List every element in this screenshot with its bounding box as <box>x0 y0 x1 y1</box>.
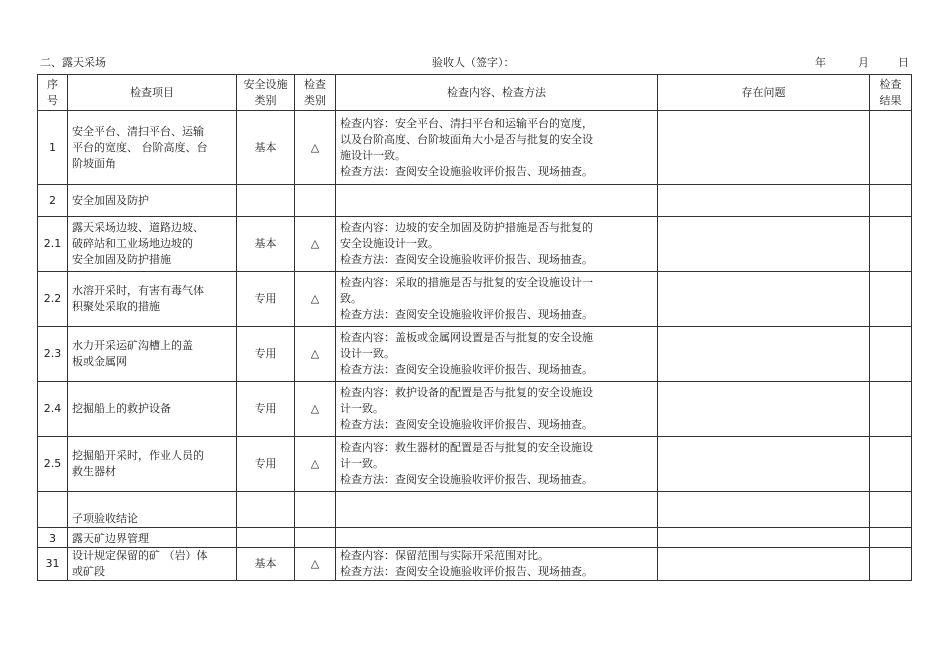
row-check-type: △ <box>295 217 336 272</box>
col-header-content: 检查内容、检查方法 <box>336 75 658 111</box>
row-content: 检查内容：盖板或金属网设置是否与批复的安全设施 设计一致。 <box>340 331 593 360</box>
row-check-type: △ <box>295 382 336 437</box>
row-category: 专用 <box>237 327 295 382</box>
row-item: 挖掘船开采时，作业人员的 救生器材 <box>68 437 237 492</box>
row-issues[interactable] <box>658 492 870 528</box>
row-content-cell <box>336 548 658 581</box>
row-no: 31 <box>38 548 68 581</box>
row-content: 检查内容：采取的措施是否与批复的安全设施设计一 致。 <box>340 276 593 305</box>
col-header-issues: 存在问题 <box>658 75 870 111</box>
row-category: 基本 <box>237 111 295 185</box>
row-issues[interactable] <box>658 185 870 217</box>
row-item: 挖掘船上的救护设备 <box>68 382 237 437</box>
row-category <box>237 528 295 548</box>
row-result[interactable] <box>870 272 912 327</box>
row-content-cell <box>336 492 658 528</box>
row-method: 检查方法：查阅安全设施验收评价报告、现场抽查。 <box>340 565 593 578</box>
row-no: 2.1 <box>38 217 68 272</box>
row-category: 基本 <box>237 548 295 581</box>
row-item: 安全平台、清扫平台、运输 平台的宽度、 台阶高度、台 阶坡面角 <box>68 111 237 185</box>
row-item: 水力开采运矿沟槽上的盖 板或金属网 <box>68 327 237 382</box>
row-content-cell <box>336 437 658 492</box>
row-result[interactable] <box>870 437 912 492</box>
row-method: 检查方法：查阅安全设施验收评价报告、现场抽查。 <box>340 473 593 486</box>
row-issues[interactable] <box>658 437 870 492</box>
row-method: 检查方法：查阅安全设施验收评价报告、现场抽查。 <box>340 164 593 178</box>
row-content-cell <box>336 528 658 548</box>
row-issues[interactable] <box>658 217 870 272</box>
row-result[interactable] <box>870 528 912 548</box>
row-item: 水溶开采时，有害有毒气体 积聚处采取的措施 <box>68 272 237 327</box>
acceptor-signature-label: 验收人（签字）： <box>432 56 515 69</box>
table-row <box>38 185 912 217</box>
row-method: 检查方法：查阅安全设施验收评价报告、现场抽查。 <box>340 308 593 321</box>
row-content: 检查内容：保留范围与实际开采范围对比。 <box>340 549 549 562</box>
row-category <box>237 185 295 217</box>
row-item: 露天矿边界管理 <box>68 528 237 548</box>
row-content-cell <box>336 272 658 327</box>
row-no: 2.2 <box>38 272 68 327</box>
table-row <box>38 272 912 327</box>
col-header-check-type: 检查 类别 <box>295 75 336 111</box>
row-check-type: △ <box>295 327 336 382</box>
row-issues[interactable] <box>658 548 870 581</box>
row-no: 2.3 <box>38 327 68 382</box>
row-result[interactable] <box>870 217 912 272</box>
table-row <box>38 528 912 548</box>
row-content: 检查内容：救护设备的配置是否与批复的安全设施设 计一致。 <box>340 386 593 415</box>
table-row <box>38 217 912 272</box>
year-label: 年 <box>815 56 826 69</box>
row-content: 检查内容：安全平台、清扫平台和运输平台的宽度， 以及台阶高度、台阶坡面角大小是否与批复的安全设 施设计一致。 <box>340 116 593 162</box>
row-content: 检查内容：救生器材的配置是否与批复的安全设施设 计一致。 <box>340 441 593 470</box>
row-method: 检查方法：查阅安全设施验收评价报告、现场抽查。 <box>340 418 593 431</box>
row-content-cell <box>336 217 658 272</box>
day-label: 日 <box>898 56 909 69</box>
table-row <box>38 548 912 581</box>
row-item: 设计规定保留的矿 （岩）体 或矿段 <box>68 548 237 581</box>
row-content-cell <box>336 185 658 217</box>
row-result[interactable] <box>870 382 912 437</box>
row-check-type <box>295 492 336 528</box>
col-header-category: 安全设施 类别 <box>237 75 295 111</box>
row-result[interactable] <box>870 492 912 528</box>
row-category <box>237 492 295 528</box>
row-no: 2.4 <box>38 382 68 437</box>
row-check-type <box>295 185 336 217</box>
row-no: 2 <box>38 185 68 217</box>
row-item: 安全加固及防护 <box>68 185 237 217</box>
section-title: 二、露天采场 <box>40 56 106 69</box>
row-content-cell <box>336 327 658 382</box>
row-no: 2.5 <box>38 437 68 492</box>
row-issues[interactable] <box>658 528 870 548</box>
row-result[interactable] <box>870 548 912 581</box>
table-row <box>38 327 912 382</box>
month-label: 月 <box>858 56 869 69</box>
row-no: 1 <box>38 111 68 185</box>
row-content: 检查内容：边坡的安全加固及防护措施是否与批复的 安全设施设计一致。 <box>340 221 593 250</box>
table-row <box>38 382 912 437</box>
col-header-result: 检查 结果 <box>870 75 912 111</box>
row-result[interactable] <box>870 327 912 382</box>
row-category: 基本 <box>237 217 295 272</box>
row-issues[interactable] <box>658 272 870 327</box>
row-check-type: △ <box>295 111 336 185</box>
row-method: 检查方法：查阅安全设施验收评价报告、现场抽查。 <box>340 253 593 266</box>
row-no: 3 <box>38 528 68 548</box>
row-method: 检查方法：查阅安全设施验收评价报告、现场抽查。 <box>340 363 593 376</box>
row-category: 专用 <box>237 272 295 327</box>
row-content-cell <box>336 382 658 437</box>
inspection-table <box>37 74 912 581</box>
row-no <box>38 492 68 528</box>
row-item: 露天采场边坡、道路边坡、 破碎站和工业场地边坡的 安全加固及防护措施 <box>68 217 237 272</box>
col-header-item: 检查项目 <box>68 75 237 111</box>
row-check-type: △ <box>295 272 336 327</box>
row-result[interactable] <box>870 111 912 185</box>
row-item: 子项验收结论 <box>68 492 237 528</box>
row-issues[interactable] <box>658 327 870 382</box>
row-category: 专用 <box>237 437 295 492</box>
row-content-cell <box>336 111 658 185</box>
row-check-type: △ <box>295 437 336 492</box>
col-header-no: 序号 <box>38 75 68 111</box>
row-check-type: △ <box>295 548 336 581</box>
table-row <box>38 492 912 528</box>
row-issues[interactable] <box>658 382 870 437</box>
row-result[interactable] <box>870 185 912 217</box>
row-category: 专用 <box>237 382 295 437</box>
row-check-type <box>295 528 336 548</box>
table-row <box>38 437 912 492</box>
table-row <box>38 111 912 185</box>
table-header-row <box>38 75 912 111</box>
row-issues[interactable] <box>658 111 870 185</box>
